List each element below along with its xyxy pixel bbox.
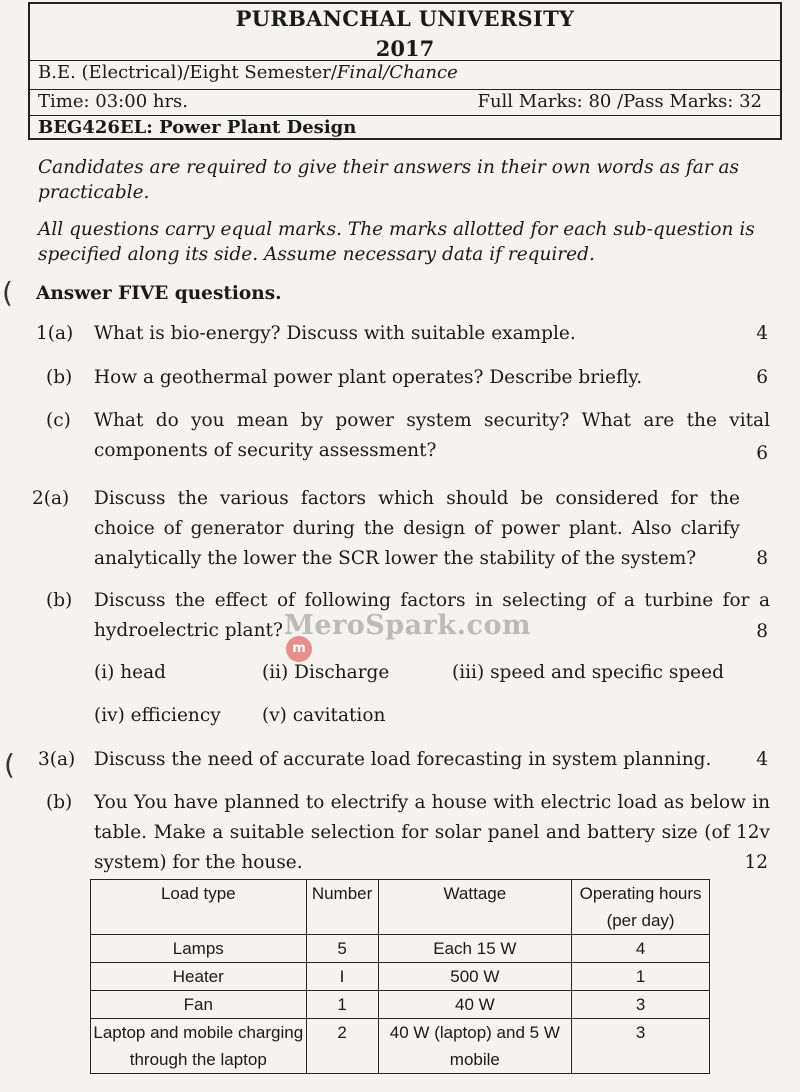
watermark-text: MeroSpark.com [284,610,532,641]
university-name: PURBANCHAL UNIVERSITY [235,6,575,31]
column-header: Operating hours (per day) [572,880,710,935]
table-cell: 40 W [378,991,572,1019]
load-table [90,879,710,1074]
table-cell: I [306,963,378,991]
table-row [91,963,710,991]
table-cell: Lamps [91,935,307,963]
column-header: Number [306,880,378,935]
exam-time: Time: 03:00 hrs. [38,91,189,112]
option-item: (iv) efficiency [94,705,221,726]
table-cell: 2 [306,1019,378,1074]
question-text: Discuss the need of accurate load forecasting in system planning. [94,749,712,770]
program-line: B.E. (Electrical)/Eight Semester/Final/Chance [38,62,458,83]
table-cell: 1 [306,991,378,1019]
question-text: You You have planned to electrify a house with electric load as below in table. Make a suitable selection for solar panel and battery size (of 12v system) for the house. [94,792,770,873]
question-text: Discuss the various factors which should be considered for the choice of generator during the design of power plant. Also clarify analytically the lower the SCR lower the stability of the system? [94,488,740,569]
course-title: BEG426EL: Power Plant Design [38,117,357,138]
question-text: What is bio-energy? Discuss with suitable example. [94,323,576,344]
pen-mark: ( [4,748,15,781]
table-cell: 40 W (laptop) and 5 W mobile [378,1019,572,1074]
answer-five-instruction: Answer FIVE questions. [36,283,282,304]
option-item: (v) cavitation [262,705,386,726]
table-cell: Heater [91,963,307,991]
question-text: How a geothermal power plant operates? Describe briefly. [94,367,643,388]
divider [30,89,780,90]
divider [30,115,780,116]
question-marks: 4 [756,749,768,770]
column-header: Load type [91,880,307,935]
question-label: (c) [46,410,71,431]
table-cell: 5 [306,935,378,963]
table-cell: 500 W [378,963,572,991]
option-item: (ii) Discharge [262,662,390,683]
instruction-line-1: Candidates are required to give their answers in their own words as far as practicable. [38,157,740,203]
table-row [91,1019,710,1074]
question-label: (b) [46,792,73,813]
pen-mark: ( [2,276,13,309]
table-cell: Laptop and mobile charging through the laptop [91,1019,307,1074]
table-cell: 4 [572,935,710,963]
question-marks: 6 [756,367,768,388]
instruction-line-2: All questions carry equal marks. The marks allotted for each sub-question is specified along its side. Assume necessary data if required. [38,219,755,265]
question-label: 3(a) [38,749,76,770]
exam-header [28,2,782,140]
table-cell: Fan [91,991,307,1019]
table-header-row [91,880,710,935]
exam-marks: Full Marks: 80 /Pass Marks: 32 [477,91,762,112]
option-item: (iii) speed and specific speed [452,662,724,683]
question-text: What do you mean by power system security? What are the vital components of security assessment? [94,410,770,461]
table-cell: 3 [572,1019,710,1074]
table-cell: 1 [572,963,710,991]
question-marks: 12 [744,852,768,873]
table-cell: Each 15 W [378,935,572,963]
exam-year: 2017 [375,36,435,61]
table-row [91,991,710,1019]
question-marks: 4 [756,323,768,344]
question-text: Discuss the effect of following factors in selecting of a turbine for a hydroelectric plant? [94,590,770,641]
question-label: 1(a) [36,323,74,344]
question-label: 2(a) [32,488,70,509]
question-marks: 8 [756,621,768,642]
divider [30,60,780,61]
question-label: (b) [46,367,73,388]
column-header: Wattage [378,880,572,935]
question-marks: 6 [756,443,768,464]
question-marks: 8 [756,548,768,569]
question-label: (b) [46,590,73,611]
table-row [91,935,710,963]
watermark-logo: m [286,636,312,662]
table-cell: 3 [572,991,710,1019]
option-item: (i) head [94,662,166,683]
